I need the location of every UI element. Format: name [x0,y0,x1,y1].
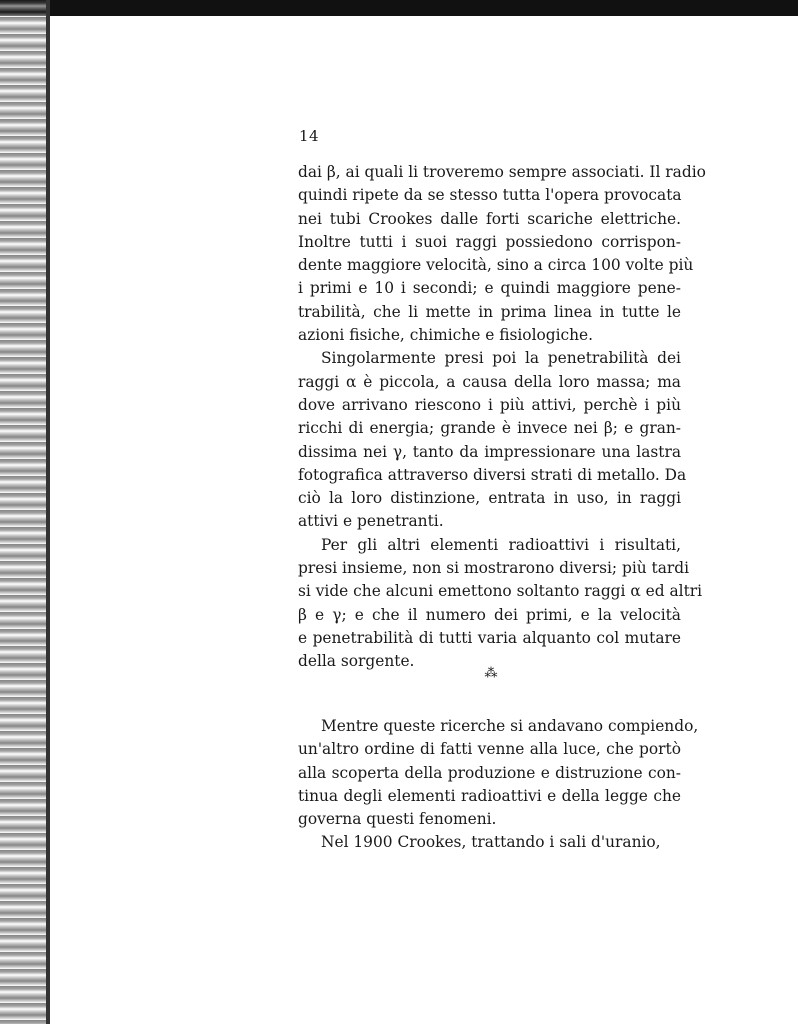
text-block-bottom [298,715,699,855]
text-line: quindi ripete da se stesso tutta l'opera provocata [298,186,682,205]
text-line: dente maggiore velocità, sino a circa 100 volte più [298,256,694,275]
text-line: ciò la loro distinzione, entrata in uso, in raggi [298,489,681,508]
scan-binding-edge [0,0,46,1024]
scan-top-edge [0,0,798,16]
text-line: tinua degli elementi radioattivi e della legge che [298,786,681,805]
text-line: attivi e penetranti. [298,512,444,531]
text-line: un'altro ordine di fatti venne alla luce, che portò [298,740,681,759]
paragraph [298,161,706,347]
text-line: Inoltre tutti i suoi raggi possiedono corrispon- [298,232,681,251]
text-line: raggi α è piccola, a causa della loro massa; ma [298,372,681,391]
text-line: azioni fisiche, chimiche e fisiologiche. [298,326,594,345]
text-line: Per gli altri elementi radioattivi i risultati, [321,535,681,554]
paragraph [298,347,687,533]
text-line: dissima nei γ, tanto da impressionare una lastra [298,442,681,461]
text-line: presi insieme, non si mostrarono diversi; più tardi [298,559,690,578]
text-line: β e γ; e che il numero dei primi, e la velocità [298,605,681,624]
text-line: governa questi fenomeni. [298,810,497,829]
text-line: dove arrivano riescono i più attivi, perchè i più [298,395,681,414]
text-line: ricchi di energia; grande è invece nei β; e gran- [298,419,681,438]
text-line: nei tubi Crookes dalle forti scariche elettriche. [298,209,681,228]
text-line: Mentre queste ricerche si andavano compiendo, [321,717,699,735]
text-line: della sorgente. [298,652,415,671]
text-line: trabilità, che li mette in prima linea in tutte le [298,302,681,321]
text-line: i primi e 10 i secondi; e quindi maggiore pene- [298,279,681,298]
text-block-top [298,161,706,674]
text-line: dai β, ai quali li troveremo sempre associati. Il radio [298,163,706,181]
text-line: Singolarmente presi poi la penetrabilità dei [321,349,681,368]
paragraph [298,534,703,674]
scan-binding-line [46,0,50,1024]
page-number: 14 [299,127,320,145]
text-line: fotografica attraverso diversi strati di metallo. Da [298,465,687,484]
text-line: alla scoperta della produzione e distruzione con- [298,763,681,782]
text-line: Nel 1900 Crookes, trattando i sali d'uranio, [321,833,661,852]
text-line: e penetrabilità di tutti varia alquanto col mutare [298,628,681,647]
paragraph [298,831,681,854]
paragraph [298,715,699,831]
text-line: si vide che alcuni emettono soltanto raggi α ed altri [298,582,703,601]
section-asterism: ⁂ [484,666,498,681]
